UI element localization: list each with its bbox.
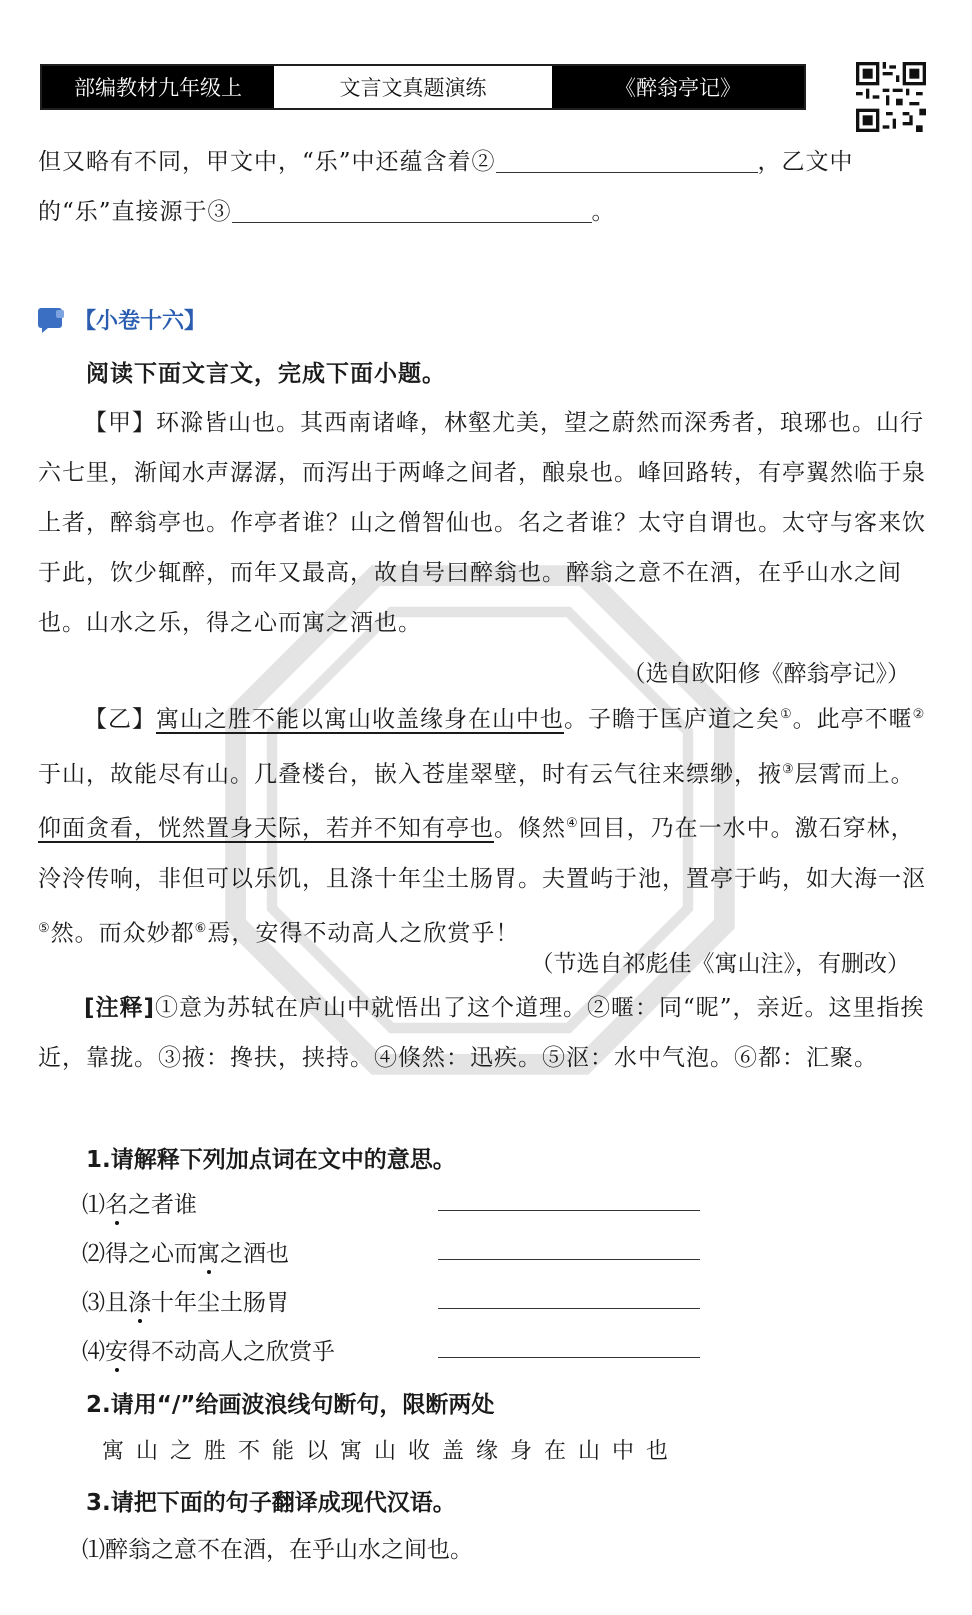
header-title: 《醉翁亭记》 [552, 66, 804, 108]
section-title: 【小卷十六】 [74, 309, 207, 334]
question-2-sentence: 寓山之胜不能以寓山收盖缘身在山中也 [102, 1439, 681, 1464]
notes-label: [注释] [84, 995, 156, 1021]
header-grade: 部编教材九年级上 [42, 66, 274, 108]
q1-item-3-before: 且 [105, 1290, 128, 1316]
passage-yi-source: （节选自祁彪佳《寓山注》，有删改） [530, 951, 910, 977]
header-bar [40, 64, 806, 110]
q1-item-3-dotted: 涤 [128, 1284, 151, 1317]
q1-answer-line-4[interactable] [438, 1357, 700, 1358]
note-ref-1: ① [780, 707, 793, 722]
top-question-text [38, 137, 936, 237]
passage-yi-text-7: 然。而众妙都 [50, 920, 195, 947]
passage-yi-text-2: 。此亭不暱 [792, 706, 913, 733]
section-heading [36, 304, 206, 335]
top-text-line1-a: 但又略有不同，甲文中，“乐”中还蕴含着② [38, 149, 496, 175]
notes [38, 983, 936, 1083]
wavy-sentence: 寓山之胜不能以寓山收盖缘身在山中也 [156, 706, 564, 733]
q1-answer-line-1[interactable] [438, 1210, 700, 1211]
top-text-line1-b: ，乙文中 [757, 149, 854, 175]
q1-item-4-dotted: 安 [105, 1333, 128, 1366]
q1-answer-line-3[interactable] [438, 1308, 700, 1309]
passage-jia-source: （选自欧阳修《醉翁亭记》） [622, 661, 910, 687]
instruction-text: 阅读下面文言文，完成下面小题。 [86, 361, 446, 387]
top-text-line2-a: 的“乐”直接源于③ [38, 199, 232, 225]
note-ref-4: ④ [566, 816, 579, 832]
passage-yi [38, 690, 936, 959]
question-1-title: 1.请解释下列加点词在文中的意思。 [86, 1147, 456, 1173]
note-ref-2: ② [912, 707, 926, 722]
q1-item-3 [82, 1284, 289, 1317]
q1-item-2-before: 得之心而 [105, 1241, 197, 1267]
passage-yi-label: 【乙】 [84, 706, 156, 733]
qr-code-icon [856, 62, 926, 132]
q1-item-2-rest: 之酒也 [220, 1241, 289, 1267]
answer-blank-2[interactable] [496, 144, 758, 173]
q1-item-2-num: ⑵ [82, 1241, 105, 1267]
q1-item-3-num: ⑶ [82, 1290, 105, 1316]
bookmark-icon [36, 306, 66, 334]
q1-item-2-dotted: 寓 [197, 1235, 220, 1268]
q1-item-1-dotted: 名 [105, 1186, 128, 1219]
question-3-title: 3.请把下面的句子翻译成现代汉语。 [86, 1490, 456, 1516]
q1-item-4-rest: 得不动高人之欣赏乎 [128, 1339, 335, 1365]
q1-item-4-num: ⑷ [82, 1339, 105, 1365]
passage-jia [38, 398, 936, 648]
passage-jia-label: 【甲】 [84, 410, 156, 436]
passage-yi-text-6: 回目，乃在一水中。激石穿林，泠泠传响，非但可以乐饥，且涤十年尘土肠胃。夫置屿于池，置亭于屿，如大海一沤 [38, 815, 926, 892]
q1-item-2 [82, 1235, 289, 1268]
passage-yi-text-5: 。倏然 [494, 815, 566, 842]
passage-yi-text-4: 层霄而上。 [794, 761, 915, 788]
passage-jia-text: 环滁皆山也。其西南诸峰，林壑尤美，望之蔚然而深秀者，琅琊也。山行六七里，渐闻水声潺潺，而泻出于两峰之间者，酿泉也。峰回路转，有亭翼然临于泉上者，醉翁亭也。作亭者谁？山之僧智仙也。名之者谁？太守自谓也。太守与客来饮于此，饮少辄醉，而年又最高，故自号曰醉翁也。醉翁之意不在酒，在乎山水之间也。山水之乐，得之心而寓之酒也。 [38, 410, 926, 636]
note-ref-3: ③ [782, 761, 795, 777]
passage-yi-text-3: 于山，故能尽有山。几叠楼台，嵌入苍崖翠壁，时有云气往来缥缈，掖 [38, 761, 782, 788]
q1-item-3-rest: 十年尘土肠胃 [151, 1290, 289, 1316]
question-3-item-1: ⑴醉翁之意不在酒，在乎山水之间也。 [82, 1537, 473, 1563]
passage-yi-text-1: 。子瞻于匡庐道之矣 [564, 706, 780, 733]
note-ref-6: ⑥ [194, 920, 208, 936]
question-2-title: 2.请用“/”给画波浪线句断句，限断两处 [86, 1392, 495, 1418]
notes-text: ①意为苏轼在庐山中就悟出了这个道理。②暱：同“昵”，亲近。这里指挨近，靠拢。③掖：搀扶，挟持。④倏然：迅疾。⑤沤：水中气泡。⑥都：汇聚。 [38, 995, 925, 1071]
q1-answer-line-2[interactable] [438, 1259, 700, 1260]
top-text-line2-b: 。 [591, 199, 616, 225]
q1-item-4 [82, 1333, 335, 1366]
q1-item-1 [82, 1186, 197, 1219]
passage-yi-text-8: 焉，安得不动高人之欣赏乎！ [207, 920, 520, 947]
answer-blank-3[interactable] [232, 194, 592, 223]
q1-item-1-num: ⑴ [82, 1192, 105, 1218]
note-ref-5: ⑤ [38, 920, 51, 936]
header-topic: 文言文真题演练 [274, 66, 552, 108]
q1-item-1-rest: 之者谁 [128, 1192, 197, 1218]
underlined-sentence: 仰面贪看，恍然置身天际，若并不知有亭也 [38, 815, 494, 842]
